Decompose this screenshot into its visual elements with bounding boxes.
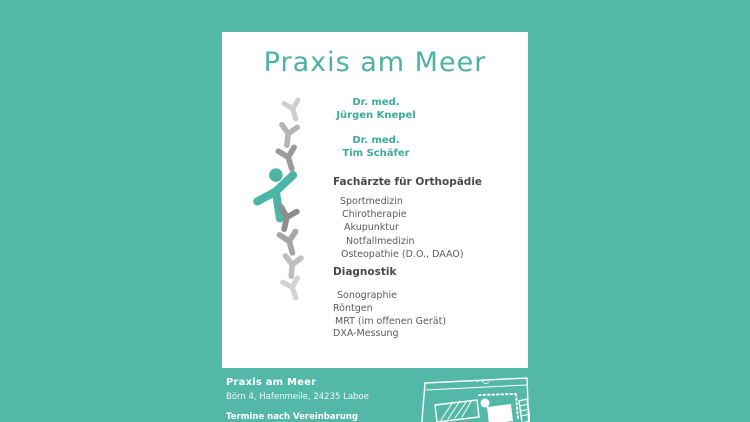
list-item: Sonographie [337, 290, 397, 301]
map-road-line [426, 385, 526, 390]
map-building-solid [487, 404, 513, 422]
service-list [333, 195, 464, 261]
footer-practice-name: Praxis am Meer [226, 377, 317, 388]
diagnostics-list [333, 290, 446, 341]
list-item: Notfallmedizin [346, 235, 415, 247]
doctor-2 [326, 134, 426, 160]
list-item: MRT (im offenen Gerät) [335, 315, 447, 327]
doctor-name: Jürgen Knepel [336, 110, 416, 121]
map-marker-dot [481, 399, 490, 408]
section-heading-orthopaedie: Fachärzte für Orthopädie [333, 176, 483, 188]
map-dotted-path-h [479, 394, 515, 395]
page-title: Praxis am Meer [263, 47, 487, 78]
location-map-illustration [415, 373, 530, 422]
map-dotted-path-v [516, 394, 518, 419]
footer-appointment-note: Termine nach Vereinbarung [226, 412, 359, 422]
doctor-title: Dr. med. [352, 135, 400, 146]
section-heading-diagnostik: Diagnostik [333, 266, 397, 278]
doctor-title: Dr. med. [352, 97, 400, 108]
footer-contact-block [226, 377, 369, 422]
list-item: DXA-Messung [333, 328, 399, 340]
list-item: Chirotherapie [342, 209, 407, 221]
list-item: Röntgen [333, 302, 373, 314]
practice-card [222, 32, 528, 368]
list-item: Akupunktur [344, 222, 399, 234]
map-street-label-squiggle [477, 381, 489, 384]
doctor-name: Tim Schäfer [342, 148, 410, 159]
footer-address: Börn 4, Hafenmeile, 24235 Laboe [226, 392, 369, 402]
doctor-1 [326, 96, 426, 122]
list-item: Sportmedizin [340, 196, 403, 207]
list-item: Osteopathie (D.O., DAAO) [341, 248, 464, 260]
